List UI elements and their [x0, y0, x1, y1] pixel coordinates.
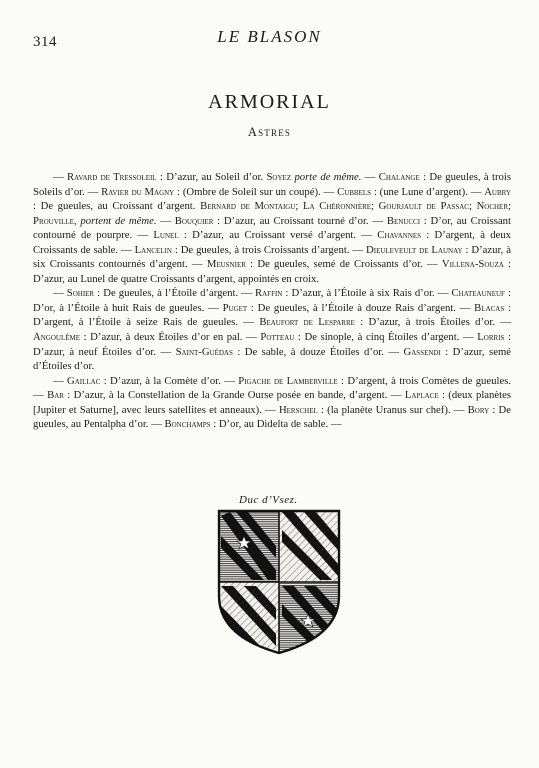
paragraph-stars: — Sohier : De gueules, à l’Étoile d’argent. — Raffin : D’azur, à l’Étoile à six Rais d’or. — Chateauneuf : D’or, à l’Étoile à huit Rais de gueules. — Puget : De gueules, à l’Étoile à douze Rais d’argent. — Blacas : D’argent, à l’Étoile à seize Rais de gueules. — Beaufort de Lesparre : D’azur, à trois Étoiles d’or. — Angoulême : D’azur, à deux Étoiles d’or en pal. — Potteau : De sinople, à cinq Étoiles d’argent. — Lorris : D’azur, à neuf Étoiles d’or. — Saint-Guédas : De sable, à douze Étoiles d’or. — Gassendi : D’azur, semé d’Étoiles d’or.: [33, 287, 512, 373]
section-title: ARMORIAL: [208, 91, 331, 113]
running-head: LE BLASON: [217, 27, 322, 46]
paragraph-sun-moon: — Ravard de Tressoleil : D’azur, au Soleil d’or. Soyez porte de même. — Chalange : De gueules, à trois Soleils d’or. — Ravier du Magny : (Ombre de Soleil sur un coupé). — Cubbels : (une Lune d’argent). — Aubry : De gueules, au Croissant d’argent. Bernard de Montaigu; La Chéronnière; Gourjault de Passac; Nocher; Prouville, portent de même. — Bouquier : D’azur, au Croissant tourné d’or. — Benucci : D’or, au Croissant contourné de pourpre. — Lunel : D’azur, au Croissant versé d’argent. — Chavannes : D’argent, à deux Croissants de sable. — Lancelin : De gueules, à trois Croissants d’argent. — Dieuleveult de Launay : D’azur, à six Croissants contournés d’argent. — Meusnier : De gueules, semé de Croissants d’or. — Villena-Souza : D’azur, au Lunel de quatre Croissants d’argent, appointés en croix.: [33, 171, 511, 285]
section-subtitle: Astres: [247, 125, 292, 139]
armorial-text: [33, 170, 511, 432]
coat-of-arms-shield: [216, 508, 342, 656]
page-number: 314: [33, 34, 57, 50]
figure-caption: Duc d’Vsez.: [239, 494, 298, 506]
paragraph-comets-planets: — Gaillac : D’azur, à la Comète d’or. — Pigache de Lamberville : D’argent, à trois Comètes de gueules. — Bar : D’azur, à la Constellation de la Grande Ourse posée en bande, d’argent. — Laplace : (deux planètes [Jupiter et Saturne], avec leurs satellites et anneaux). — Herschel : (la planète Uranus sur chef). — Bory : De gueules, au Pentalpha d’or. — Bonchamps : D’or, au Didelta de sable. —: [33, 374, 512, 431]
